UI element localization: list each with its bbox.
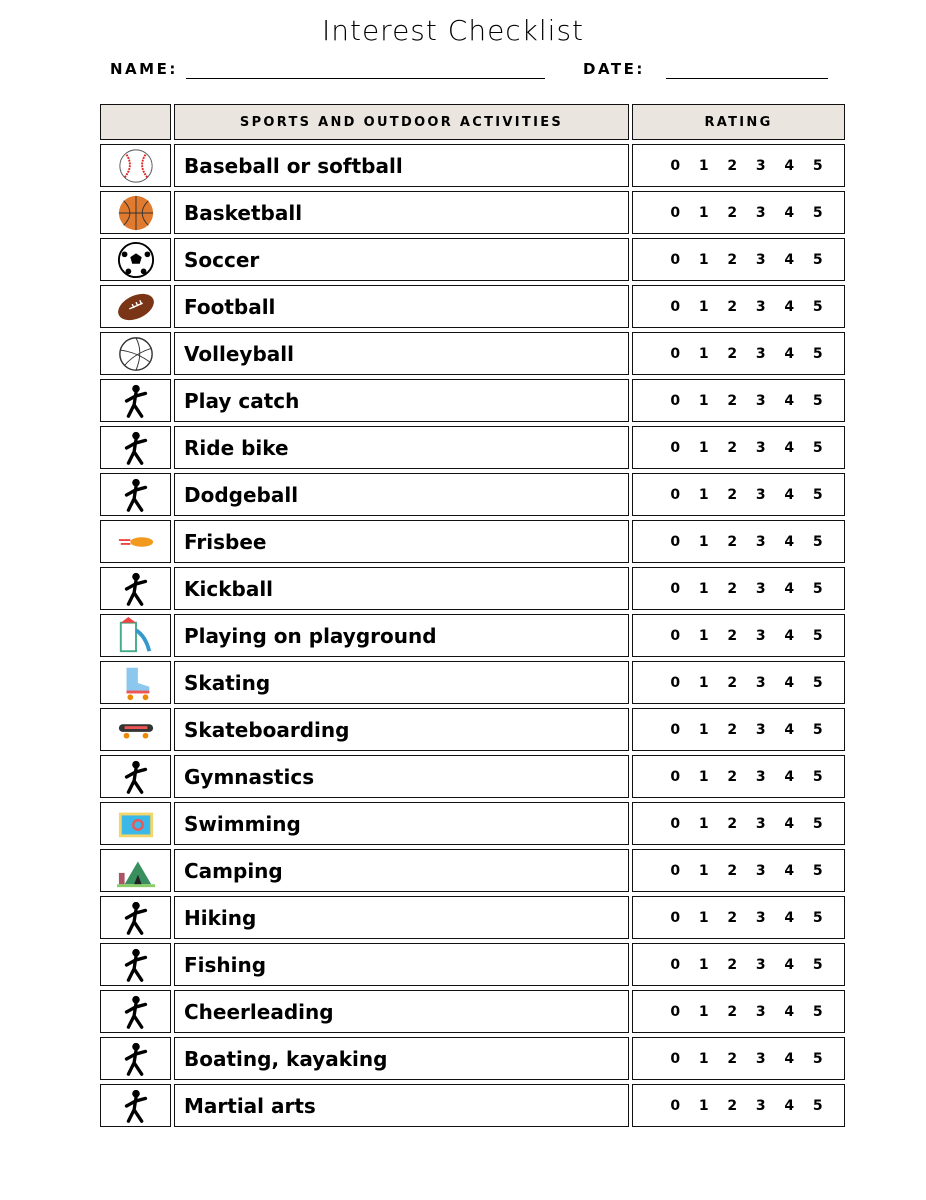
rating-scale [633,1051,844,1067]
fishing-icon [101,946,170,984]
activity-icon-cell [100,1037,171,1080]
bike-rider-icon [101,429,170,467]
activity-label: Baseball or softball [174,144,629,187]
rating-option-5[interactable]: 5 [812,1050,823,1067]
rating-option-4[interactable]: 4 [784,251,795,268]
rating-option-2[interactable]: 2 [727,1097,738,1114]
rating-option-2[interactable]: 2 [727,627,738,644]
rating-option-1[interactable]: 1 [698,627,709,644]
rating-option-2[interactable]: 2 [727,251,738,268]
rating-option-5[interactable]: 5 [812,674,823,691]
rating-option-3[interactable]: 3 [755,251,766,268]
activity-icon-cell [100,990,171,1033]
rating-option-3[interactable]: 3 [755,580,766,597]
table-row [100,426,845,469]
volleyball-icon [101,335,170,373]
rating-cell [632,708,845,751]
name-label: NAME: [110,60,178,78]
rating-cell [632,144,845,187]
rating-option-0[interactable]: 0 [670,627,681,644]
rating-option-5[interactable]: 5 [812,204,823,221]
martial-arts-icon [101,1087,170,1125]
rating-option-0[interactable]: 0 [670,392,681,409]
frisbee-icon [101,523,170,561]
rating-option-4[interactable]: 4 [784,486,795,503]
rating-option-3[interactable]: 3 [755,1003,766,1020]
rating-option-3[interactable]: 3 [755,674,766,691]
rating-scale [633,581,844,597]
rating-cell [632,849,845,892]
rating-scale [633,440,844,456]
rating-option-0[interactable]: 0 [670,956,681,973]
rating-option-2[interactable]: 2 [727,204,738,221]
rating-option-2[interactable]: 2 [727,1050,738,1067]
rating-option-0[interactable]: 0 [670,721,681,738]
table-row [100,285,845,328]
rating-option-0[interactable]: 0 [670,1003,681,1020]
rating-option-5[interactable]: 5 [812,956,823,973]
rating-option-1[interactable]: 1 [698,392,709,409]
rating-option-0[interactable]: 0 [670,1097,681,1114]
rating-scale [633,1098,844,1114]
table-row [100,802,845,845]
rating-option-1[interactable]: 1 [698,721,709,738]
rating-cell [632,285,845,328]
rating-option-2[interactable]: 2 [727,862,738,879]
rating-scale [633,675,844,691]
rating-scale [633,346,844,362]
table-row [100,896,845,939]
activity-label: Swimming [174,802,629,845]
rating-option-3[interactable]: 3 [755,439,766,456]
rating-scale [633,722,844,738]
playground-icon [101,617,170,655]
rating-scale [633,863,844,879]
activity-label: Soccer [174,238,629,281]
date-field[interactable] [666,78,828,79]
activity-icon-cell [100,802,171,845]
rating-option-0[interactable]: 0 [670,439,681,456]
activity-icon-cell [100,426,171,469]
rating-option-5[interactable]: 5 [812,439,823,456]
activity-icon-cell [100,285,171,328]
rating-option-0[interactable]: 0 [670,204,681,221]
rating-option-0[interactable]: 0 [670,909,681,926]
rating-option-0[interactable]: 0 [670,533,681,550]
rating-option-2[interactable]: 2 [727,768,738,785]
rating-option-0[interactable]: 0 [670,768,681,785]
rating-option-5[interactable]: 5 [812,533,823,550]
rating-option-1[interactable]: 1 [698,1050,709,1067]
rating-option-1[interactable]: 1 [698,298,709,315]
activity-icon-cell [100,379,171,422]
rating-option-1[interactable]: 1 [698,1003,709,1020]
rating-option-3[interactable]: 3 [755,768,766,785]
rating-option-4[interactable]: 4 [784,956,795,973]
play-catch-icon [101,382,170,420]
rating-option-5[interactable]: 5 [812,345,823,362]
rating-option-5[interactable]: 5 [812,251,823,268]
rating-option-5[interactable]: 5 [812,721,823,738]
table-header [100,104,845,140]
activity-label: Ride bike [174,426,629,469]
rating-option-3[interactable]: 3 [755,627,766,644]
table-row [100,332,845,375]
rating-option-1[interactable]: 1 [698,862,709,879]
rating-option-0[interactable]: 0 [670,580,681,597]
rating-option-2[interactable]: 2 [727,392,738,409]
camping-tent-icon [101,852,170,890]
rating-option-3[interactable]: 3 [755,345,766,362]
rating-scale [633,487,844,503]
rating-option-2[interactable]: 2 [727,956,738,973]
rating-scale [633,534,844,550]
rating-cell [632,1084,845,1127]
rating-option-4[interactable]: 4 [784,392,795,409]
table-row [100,661,845,704]
activity-icon-cell [100,473,171,516]
rating-option-3[interactable]: 3 [755,1097,766,1114]
rating-scale [633,252,844,268]
rating-option-2[interactable]: 2 [727,345,738,362]
rating-option-5[interactable]: 5 [812,580,823,597]
rating-cell [632,943,845,986]
rating-option-0[interactable]: 0 [670,298,681,315]
gymnast-icon [101,758,170,796]
rating-option-2[interactable]: 2 [727,486,738,503]
rating-option-1[interactable]: 1 [698,956,709,973]
table-row [100,379,845,422]
activity-label: Gymnastics [174,755,629,798]
rating-option-0[interactable]: 0 [670,345,681,362]
activity-icon-cell [100,943,171,986]
soccer-ball-icon [101,241,170,279]
activity-icon-cell [100,144,171,187]
rating-option-5[interactable]: 5 [812,486,823,503]
rating-scale [633,910,844,926]
rating-option-1[interactable]: 1 [698,815,709,832]
interest-table [97,100,848,1131]
rating-cell [632,191,845,234]
rating-option-0[interactable]: 0 [670,486,681,503]
rating-option-4[interactable]: 4 [784,533,795,550]
hiker-icon [101,899,170,937]
activity-icon-cell [100,238,171,281]
activity-label: Cheerleading [174,990,629,1033]
table-row [100,943,845,986]
activity-label: Volleyball [174,332,629,375]
rating-option-4[interactable]: 4 [784,721,795,738]
activity-icon-cell [100,755,171,798]
rating-option-1[interactable]: 1 [698,486,709,503]
activity-icon-cell [100,708,171,751]
swimming-pool-icon [101,805,170,843]
rating-option-1[interactable]: 1 [698,674,709,691]
rating-scale [633,1004,844,1020]
rating-option-4[interactable]: 4 [784,627,795,644]
kickball-icon [101,570,170,608]
rating-option-0[interactable]: 0 [670,1050,681,1067]
rating-option-1[interactable]: 1 [698,1097,709,1114]
activity-icon-cell [100,849,171,892]
activity-icon-cell [100,332,171,375]
rating-option-1[interactable]: 1 [698,157,709,174]
rating-option-5[interactable]: 5 [812,1003,823,1020]
rating-option-5[interactable]: 5 [812,909,823,926]
rating-option-2[interactable]: 2 [727,909,738,926]
rating-option-1[interactable]: 1 [698,909,709,926]
rating-option-4[interactable]: 4 [784,909,795,926]
rating-option-4[interactable]: 4 [784,768,795,785]
rating-option-2[interactable]: 2 [727,815,738,832]
table-row [100,1037,845,1080]
header-rating: RATING [632,104,845,140]
rating-option-5[interactable]: 5 [812,862,823,879]
rating-option-3[interactable]: 3 [755,815,766,832]
rating-option-5[interactable]: 5 [812,815,823,832]
activity-label: Playing on playground [174,614,629,657]
rating-scale [633,205,844,221]
table-row [100,755,845,798]
activity-icon-cell [100,661,171,704]
activity-label: Boating, kayaking [174,1037,629,1080]
rating-option-1[interactable]: 1 [698,533,709,550]
date-label: DATE: [583,60,645,78]
rating-option-4[interactable]: 4 [784,674,795,691]
activity-label: Martial arts [174,1084,629,1127]
roller-skate-icon [101,664,170,702]
table-row [100,849,845,892]
rating-option-5[interactable]: 5 [812,768,823,785]
rating-option-2[interactable]: 2 [727,721,738,738]
rating-scale [633,158,844,174]
rating-cell [632,426,845,469]
rating-option-3[interactable]: 3 [755,392,766,409]
rating-cell [632,1037,845,1080]
rating-option-3[interactable]: 3 [755,721,766,738]
name-field[interactable] [186,78,545,79]
rating-option-5[interactable]: 5 [812,392,823,409]
activity-icon-cell [100,896,171,939]
header-icon-column [100,104,171,140]
rating-cell [632,755,845,798]
rating-option-3[interactable]: 3 [755,956,766,973]
activity-label: Football [174,285,629,328]
activity-icon-cell [100,1084,171,1127]
rating-option-1[interactable]: 1 [698,204,709,221]
rating-cell [632,802,845,845]
rating-cell [632,379,845,422]
rating-cell [632,332,845,375]
rating-cell [632,614,845,657]
rating-option-5[interactable]: 5 [812,298,823,315]
activity-label: Dodgeball [174,473,629,516]
rating-cell [632,238,845,281]
rating-option-1[interactable]: 1 [698,439,709,456]
canoe-icon [101,1040,170,1078]
rating-option-5[interactable]: 5 [812,157,823,174]
table-row [100,238,845,281]
activity-label: Hiking [174,896,629,939]
rating-cell [632,896,845,939]
rating-option-0[interactable]: 0 [670,157,681,174]
baseball-icon [101,147,170,185]
rating-option-3[interactable]: 3 [755,862,766,879]
rating-scale [633,769,844,785]
activity-icon-cell [100,520,171,563]
rating-option-3[interactable]: 3 [755,486,766,503]
rating-option-0[interactable]: 0 [670,862,681,879]
rating-option-3[interactable]: 3 [755,157,766,174]
activity-label: Frisbee [174,520,629,563]
activity-label: Skateboarding [174,708,629,751]
rating-option-4[interactable]: 4 [784,345,795,362]
activity-label: Play catch [174,379,629,422]
rating-option-4[interactable]: 4 [784,1003,795,1020]
activity-label: Skating [174,661,629,704]
skateboard-icon [101,711,170,749]
rating-cell [632,567,845,610]
activity-icon-cell [100,567,171,610]
rating-option-0[interactable]: 0 [670,674,681,691]
page-title: Interest Checklist [321,14,585,47]
table-row [100,1084,845,1127]
rating-cell [632,990,845,1033]
rating-option-5[interactable]: 5 [812,627,823,644]
rating-option-2[interactable]: 2 [727,157,738,174]
table-row [100,520,845,563]
table-row [100,191,845,234]
rating-cell [632,473,845,516]
table-row [100,708,845,751]
rating-option-4[interactable]: 4 [784,439,795,456]
rating-option-4[interactable]: 4 [784,204,795,221]
dodgeball-icon [101,476,170,514]
rating-scale [633,957,844,973]
rating-option-3[interactable]: 3 [755,533,766,550]
activity-label: Fishing [174,943,629,986]
rating-option-4[interactable]: 4 [784,862,795,879]
rating-option-2[interactable]: 2 [727,580,738,597]
rating-option-4[interactable]: 4 [784,157,795,174]
rating-option-1[interactable]: 1 [698,345,709,362]
rating-option-4[interactable]: 4 [784,815,795,832]
rating-option-3[interactable]: 3 [755,1050,766,1067]
rating-option-1[interactable]: 1 [698,768,709,785]
rating-option-0[interactable]: 0 [670,815,681,832]
table-row [100,614,845,657]
rating-option-1[interactable]: 1 [698,580,709,597]
rating-option-2[interactable]: 2 [727,1003,738,1020]
rating-scale [633,816,844,832]
activity-label: Kickball [174,567,629,610]
rating-option-2[interactable]: 2 [727,439,738,456]
activity-label: Camping [174,849,629,892]
table-row [100,473,845,516]
rating-option-4[interactable]: 4 [784,1050,795,1067]
rating-option-4[interactable]: 4 [784,1097,795,1114]
rating-cell [632,520,845,563]
rating-option-1[interactable]: 1 [698,251,709,268]
rating-option-3[interactable]: 3 [755,298,766,315]
rating-scale [633,628,844,644]
rating-scale [633,299,844,315]
rating-option-3[interactable]: 3 [755,204,766,221]
header-activities: SPORTS AND OUTDOOR ACTIVITIES [174,104,629,140]
rating-option-0[interactable]: 0 [670,251,681,268]
activity-icon-cell [100,614,171,657]
table-row [100,990,845,1033]
cheerleader-icon [101,993,170,1031]
rating-option-3[interactable]: 3 [755,909,766,926]
football-icon [101,288,170,326]
activity-icon-cell [100,191,171,234]
rating-option-2[interactable]: 2 [727,298,738,315]
rating-option-2[interactable]: 2 [727,533,738,550]
basketball-icon [101,194,170,232]
rating-scale [633,393,844,409]
rating-option-4[interactable]: 4 [784,580,795,597]
rating-option-2[interactable]: 2 [727,674,738,691]
rating-option-4[interactable]: 4 [784,298,795,315]
rating-option-5[interactable]: 5 [812,1097,823,1114]
table-row [100,567,845,610]
table-row [100,144,845,187]
activity-label: Basketball [174,191,629,234]
rating-cell [632,661,845,704]
